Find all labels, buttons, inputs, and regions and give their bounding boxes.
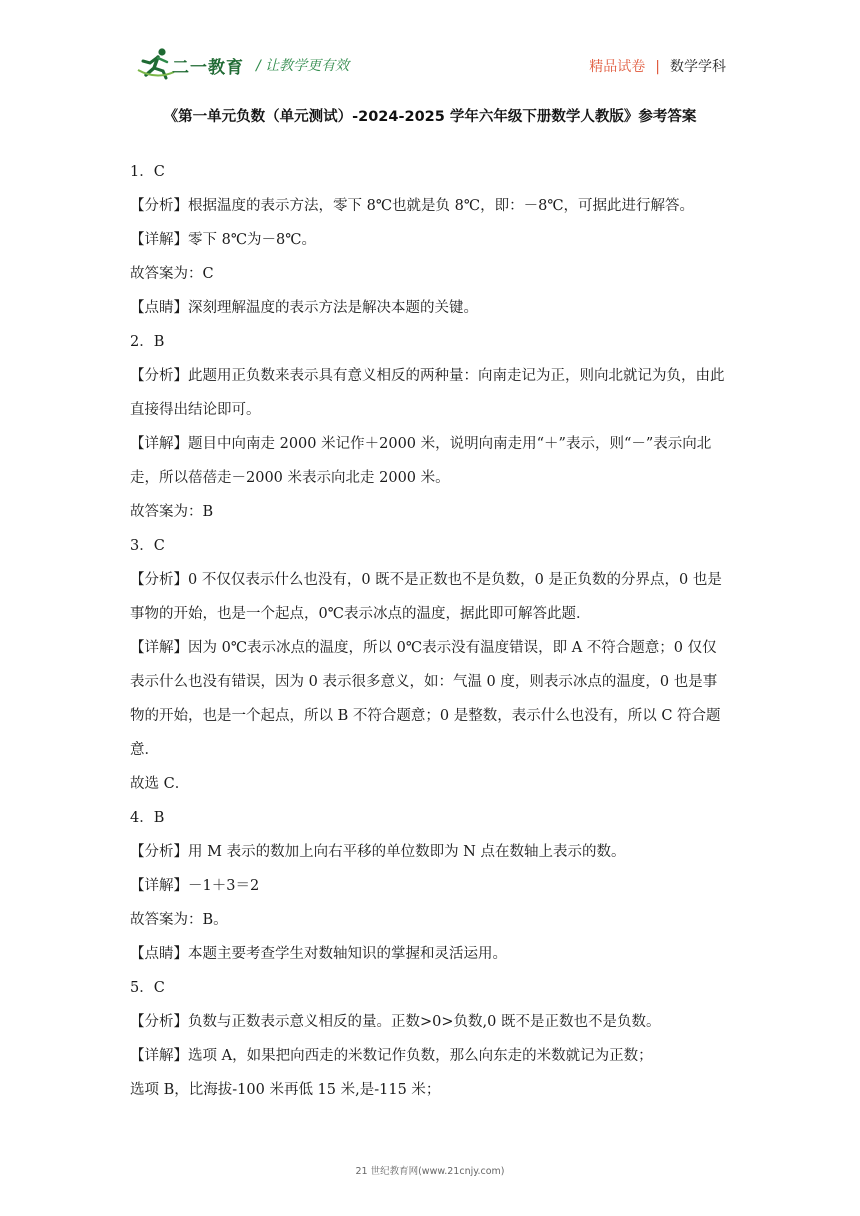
analysis-text: 根据温度的表示方法，零下 8℃也就是负 8℃，即：－8℃，可据此进行解答。 <box>188 198 695 214</box>
answer-line: 故答案为：C <box>130 266 214 282</box>
runner-icon <box>136 46 176 80</box>
detail-text: 题目中向南走 2000 米记作＋2000 米，说明向南走用“＋”表示，则“－”表示向北走，所以蓓蓓走－2000 米表示向北走 2000 米。 <box>130 436 712 486</box>
question-number: 5．C <box>130 980 165 996</box>
brand-name: 二一教育 <box>172 58 244 78</box>
answer-content <box>130 155 730 1107</box>
comment-paragraph <box>130 291 730 325</box>
detail-continuation: 选项 B，比海拔-100 米再低 15 米,是-115 米； <box>130 1082 441 1098</box>
comment-tag: 【点睛】 <box>130 946 188 962</box>
header-separator: | <box>655 59 660 75</box>
analysis-text: 0 不仅仅表示什么也没有，0 既不是正数也不是负数，0 是正负数的分界点，0 也是事物的开始，也是一个起点，0℃表示冰点的温度，据此即可解答此题． <box>130 572 722 622</box>
question-number: 3．C <box>130 538 165 554</box>
analysis-tag: 【分析】 <box>130 368 188 384</box>
comment-paragraph <box>130 937 730 971</box>
question-number: 4．B <box>130 810 165 826</box>
analysis-tag: 【分析】 <box>130 1014 188 1030</box>
brand-logo[interactable] <box>136 46 246 82</box>
detail-paragraph <box>130 427 730 495</box>
detail-tag: 【详解】 <box>130 640 188 656</box>
detail-paragraph <box>130 869 730 903</box>
detail-paragraph <box>130 223 730 257</box>
header-labels <box>589 56 726 76</box>
premium-label: 精品试卷 <box>589 59 646 75</box>
question-number: 2．B <box>130 334 165 350</box>
detail-text: 因为 0℃表示冰点的温度，所以 0℃表示没有温度错误，即 A 不符合题意；0 仅仅表示什么也没有错误，因为 0 表示很多意义，如：气温 0 度，则表示冰点的温度，0 也是事物的开始，也是一个起点，所以 B 不符合题意；0 是整数，表示什么也没有，所以 C 符合题意． <box>130 640 721 758</box>
detail-text: －1＋3＝2 <box>188 878 260 894</box>
detail-tag: 【详解】 <box>130 436 188 452</box>
detail-paragraph <box>130 631 730 767</box>
detail-text: 选项 A，如果把向西走的米数记作负数，那么向东走的米数就记为正数； <box>188 1048 653 1064</box>
comment-text: 深刻理解温度的表示方法是解决本题的关键。 <box>188 300 478 316</box>
analysis-paragraph <box>130 563 730 631</box>
brand-slogan: / 让教学更有效 <box>256 58 350 74</box>
analysis-paragraph <box>130 359 730 427</box>
detail-tag: 【详解】 <box>130 878 188 894</box>
answer-line: 故答案为：B。 <box>130 912 228 928</box>
detail-paragraph <box>130 1039 730 1073</box>
analysis-text: 此题用正负数来表示具有意义相反的两种量：向南走记为正，则向北就记为负，由此直接得出结论即可。 <box>130 368 725 418</box>
analysis-tag: 【分析】 <box>130 844 188 860</box>
subject-label: 数学学科 <box>670 59 726 75</box>
comment-text: 本题主要考查学生对数轴知识的掌握和灵活运用。 <box>188 946 507 962</box>
analysis-tag: 【分析】 <box>130 198 188 214</box>
detail-tag: 【详解】 <box>130 1048 188 1064</box>
page-footer: 21 世纪教育网(www.21cnjy.com) <box>355 1166 505 1177</box>
analysis-text: 用 M 表示的数加上向右平移的单位数即为 N 点在数轴上表示的数。 <box>188 844 626 860</box>
analysis-paragraph <box>130 189 730 223</box>
detail-tag: 【详解】 <box>130 232 188 248</box>
analysis-paragraph <box>130 1005 730 1039</box>
document-title: 《第一单元负数（单元测试）-2024-2025 学年六年级下册数学人教版》参考答案 <box>163 109 697 125</box>
answer-line: 故答案为：B <box>130 504 214 520</box>
comment-tag: 【点睛】 <box>130 300 188 316</box>
detail-text: 零下 8℃为－8℃。 <box>188 232 317 248</box>
analysis-text: 负数与正数表示意义相反的量。正数>0>负数,0 既不是正数也不是负数。 <box>188 1014 661 1030</box>
answer-line: 故选 C． <box>130 776 190 792</box>
question-number: 1．C <box>130 164 165 180</box>
analysis-tag: 【分析】 <box>130 572 188 588</box>
analysis-paragraph <box>130 835 730 869</box>
page-header <box>0 0 860 90</box>
